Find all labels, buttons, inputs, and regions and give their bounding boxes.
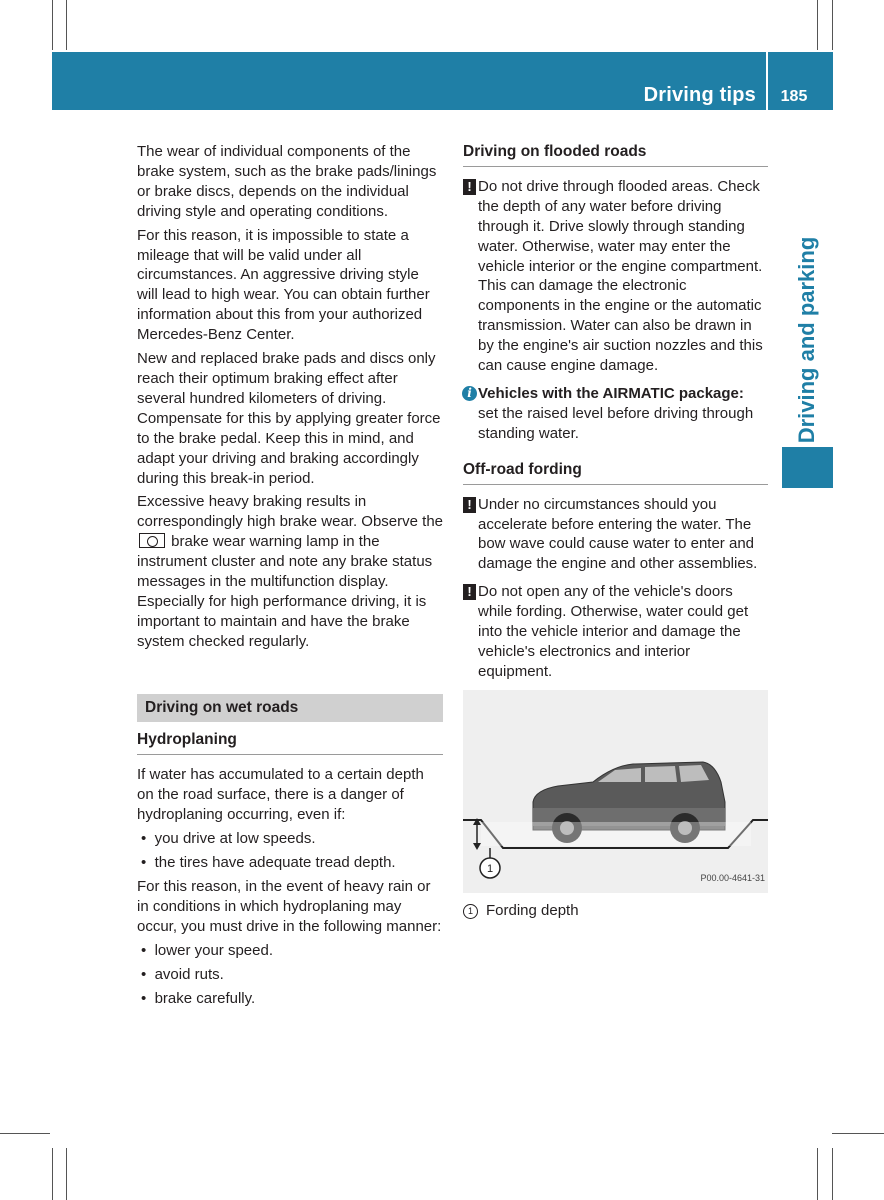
chapter-tab-label: Driving and parking xyxy=(794,236,819,444)
caption-text: Fording depth xyxy=(486,901,579,919)
list-item: • you drive at low speeds. xyxy=(137,829,443,849)
text-span: Excessive heavy braking results in correspondingly high brake wear. Observe the xyxy=(137,493,444,531)
figure-callout-number: 1 xyxy=(486,862,494,875)
crop-mark xyxy=(817,0,818,50)
warning-icon: ! xyxy=(463,497,476,513)
paragraph: For this reason, it is impossible to state a mileage that will be valid under all circumstances. An aggressive driving style will lead to high wear. You can obtain further information about this from your authorized Mercedes-Benz Center. xyxy=(137,226,430,344)
callout-number-icon: 1 xyxy=(463,904,478,919)
section-heading: Driving on wet roads xyxy=(137,694,443,722)
crop-mark xyxy=(0,1133,50,1134)
note-text: Under no circumstances should you accelerate before entering the water. The bow wave could cause water to enter and damage the engine and other assemblies. xyxy=(478,495,758,573)
subsection-heading: Hydroplaning xyxy=(137,730,443,756)
page-title: Driving tips xyxy=(643,84,756,106)
crop-mark xyxy=(817,1148,818,1200)
note-text: Do not open any of the vehicle's doors while fording. Otherwise, water could get into the vehicle interior and damage the vehicle's electronics and interior equipment. xyxy=(478,583,749,680)
figure-caption xyxy=(463,901,768,921)
warning-note xyxy=(463,177,768,376)
brake-wear-lamp-icon xyxy=(139,533,165,548)
warning-icon: ! xyxy=(463,584,476,600)
note-text: Do not drive through flooded areas. Check the depth of any water before driving through it. Drive slowly through standing water. Otherwise, water may enter the vehicle interior or the engine compartment. This can damage the electronic components in the engine or the automatic transmission. Water can also be drawn in by the engine's air suction nozzles and this can cause engine damage. xyxy=(478,177,763,375)
paragraph: New and replaced brake pads and discs only reach their optimum braking effect after several hundred kilometers of driving. Compensate for this by applying greater force to the brake pedal. Keep this in mind, and adapt your driving and braking accordingly during this break-in period. xyxy=(137,350,441,487)
list-item: • the tires have adequate tread depth. xyxy=(137,853,443,873)
subsection-heading: Driving on flooded roads xyxy=(463,142,768,167)
note-text: set the raised level before driving through standing water. xyxy=(478,404,754,442)
warning-note xyxy=(463,582,768,682)
crop-mark xyxy=(66,0,67,50)
paragraph: The wear of individual components of the brake system, such as the brake pads/linings or brake discs, depends on the individual driving style and operating conditions. xyxy=(137,143,437,220)
paragraph xyxy=(137,492,443,651)
list-item: • brake carefully. xyxy=(137,989,443,1009)
list-item: • avoid ruts. xyxy=(137,965,443,985)
paragraph: For this reason, in the event of heavy rain or in conditions in which hydroplaning may occur, you must drive in the following manner: xyxy=(137,878,442,935)
crop-mark xyxy=(832,1133,884,1134)
chapter-tab-marker xyxy=(782,447,833,488)
crop-mark xyxy=(832,0,833,50)
paragraph: If water has accumulated to a certain depth on the road surface, there is a danger of hydroplaning occurring, even if: xyxy=(137,766,424,824)
list-item: • lower your speed. xyxy=(137,941,443,961)
crop-mark xyxy=(66,1148,67,1200)
text-span: brake wear warning lamp in the instrument cluster and note any brake status messages in the multifunction display. Especially for high performance driving, it is important to maintain and have the brake system checked regularly. xyxy=(137,533,433,650)
warning-icon: ! xyxy=(463,179,476,195)
suv-in-water-icon xyxy=(463,690,768,893)
figure-code: P00.00-4641-31 xyxy=(700,872,765,883)
fording-depth-illustration xyxy=(463,690,768,893)
crop-mark xyxy=(832,1148,833,1200)
note-emphasis: Vehicles with the AIRMATIC package: xyxy=(478,384,744,402)
right-column xyxy=(463,142,768,921)
page-number: 185 xyxy=(780,88,808,105)
info-icon: i xyxy=(462,386,477,401)
left-column xyxy=(137,142,443,1012)
subsection-heading: Off-road fording xyxy=(463,460,768,485)
info-note xyxy=(463,384,768,444)
crop-mark xyxy=(52,1148,53,1200)
crop-mark xyxy=(52,0,53,50)
warning-note xyxy=(463,495,768,575)
